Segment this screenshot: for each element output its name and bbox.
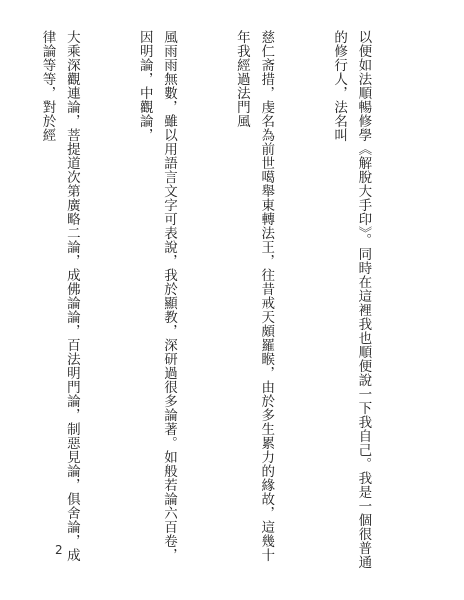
body-text-block: [0, 30, 424, 570]
text-column-1: 以便如法順暢修學《解脫大手印》。同時在這裡我也順便說一下我自己。我是一個很普通的修行人，法名叫: [331, 30, 372, 570]
text-column-4: 大乘深觀連論，菩提道次第廣略二論，成佛論論，百法明門論，制惡見論，俱舍論，成律論等等，對於經: [39, 30, 80, 562]
page-number: 2: [55, 543, 63, 557]
text-column-3: 風雨雨無數，雖以用語言文字可表說，我於顯教，深研過很多論著。如般若論六百卷，因明論，中觀論，: [136, 30, 178, 562]
text-column-2: 慈仁斋措，虔名為前世噶舉東轉法王，往昔戒天頗羅睺，由於多生累力的緣故，這幾十年我經過法門風: [233, 30, 275, 562]
